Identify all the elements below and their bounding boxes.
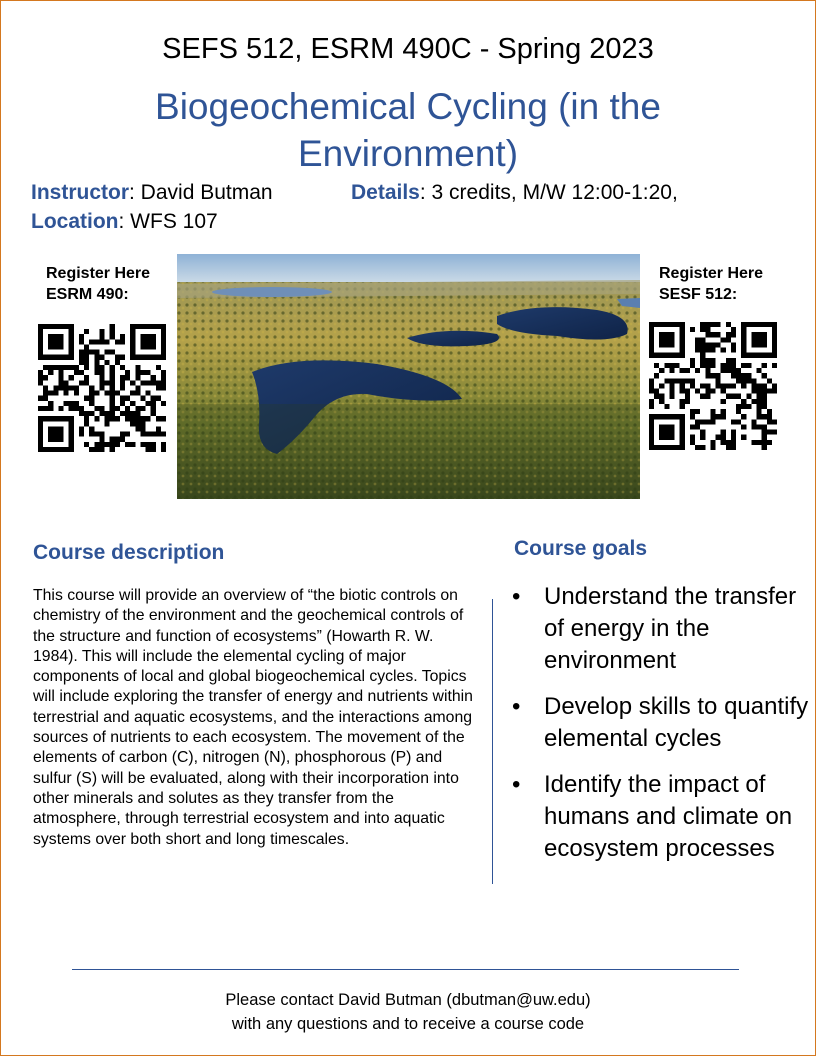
column-divider	[492, 599, 493, 884]
goal-text: Develop skills to quantify elemental cycles	[544, 693, 809, 752]
qr-code-esrm[interactable]	[38, 324, 166, 452]
bullet-icon: •	[512, 693, 521, 720]
instructor-label: Instructor	[31, 181, 130, 204]
instructor-info	[31, 181, 273, 205]
register-course: SESF 512:	[659, 286, 738, 303]
landscape-photo	[177, 254, 640, 499]
list-item	[510, 769, 810, 865]
details-label: Details	[351, 181, 420, 204]
register-label-esrm	[46, 263, 150, 305]
details-info	[351, 181, 678, 205]
list-item	[510, 691, 810, 755]
register-course: ESRM 490:	[46, 286, 129, 303]
goals-heading: Course goals	[514, 537, 648, 560]
contact-line: with any questions and to receive a course code	[231, 1015, 585, 1033]
contact-line: Please contact David Butman (dbutman@uw.edu)	[225, 991, 591, 1009]
goal-text: Identify the impact of humans and climate on ecosystem processes	[544, 771, 793, 862]
list-item	[510, 581, 810, 677]
register-line: Register Here	[659, 265, 764, 282]
details-value: : 3 credits, M/W 12:00-1:20,	[419, 181, 678, 204]
bullet-icon: •	[512, 583, 521, 610]
page-title: Biogeochemical Cycling (in the Environment)	[155, 86, 661, 174]
bullet-icon: •	[512, 771, 521, 798]
location-value: : WFS 107	[118, 210, 218, 233]
register-label-sefs	[659, 263, 763, 305]
goals-list	[510, 581, 810, 879]
description-heading: Course description	[33, 541, 225, 564]
course-line: SEFS 512, ESRM 490C - Spring 2023	[162, 33, 654, 65]
location-info	[31, 210, 218, 234]
instructor-value: : David Butman	[129, 181, 273, 204]
goal-text: Understand the transfer of energy in the environment	[544, 583, 797, 674]
description-body: This course will provide an overview of “the biotic controls on chemistry of the environment and the geochemical controls of the structure and function of ecosystems” (Howarth R. W. 1984). This will include the elemental cycling of major components of local and global biogeochemical cycles. Topics will include exploring the transfer of energy and nutrients within terrestrial and aquatic ecosystems, and the interactions among sources of nutrients to each ecosystem. The movement of the elements of carbon (C), nitrogen (N), phosphorous (P) and sulfur (S) will be evaluated, along with their incorporation into other minerals and solutes as they transfer from the atmosphere, through terrestrial ecosystem and into aquatic systems over both short and long timescales.	[33, 587, 473, 848]
location-label: Location	[31, 210, 119, 233]
contact-info	[1, 988, 815, 1036]
register-line: Register Here	[46, 265, 151, 282]
footer-divider	[72, 969, 739, 970]
qr-code-sefs[interactable]	[649, 322, 777, 450]
